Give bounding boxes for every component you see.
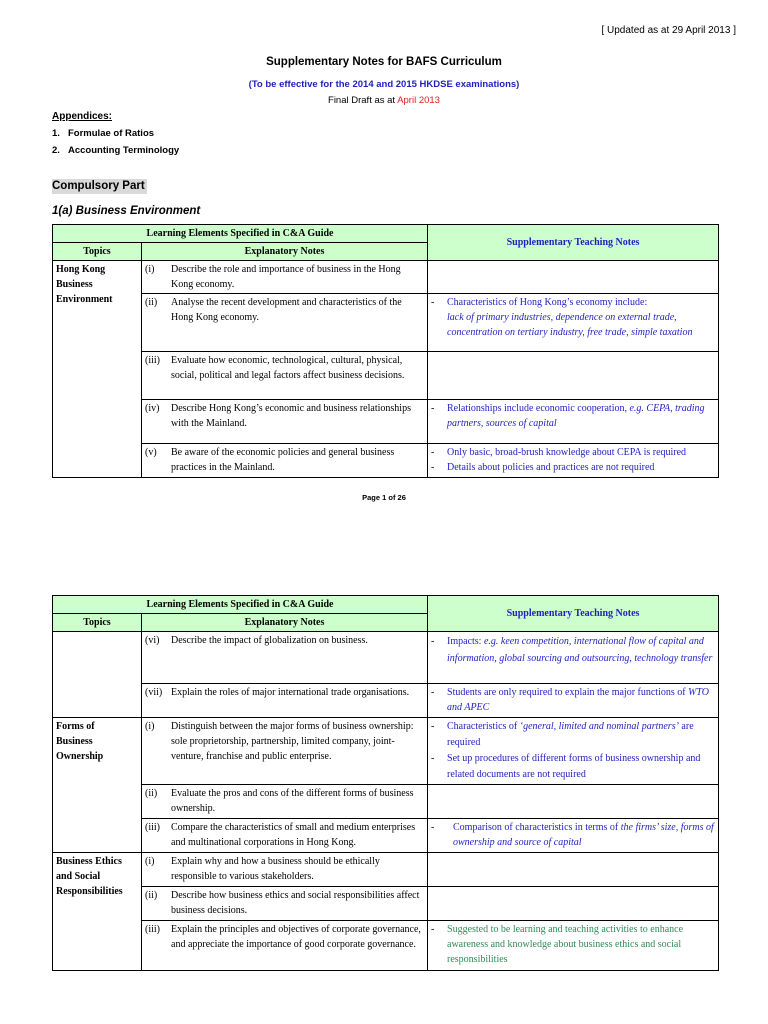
explanatory-cell [142, 261, 428, 294]
item-number: (iv) [145, 403, 160, 414]
header-explanatory-notes: Explanatory Notes [142, 614, 428, 632]
supplementary-cell: - Characteristics of Hong Kong’s economy include: lack of primary industries, dependence on external trade, concentration on tertiary industry, free trade, simple taxation [428, 294, 719, 352]
note-text: Characteristics of [447, 721, 520, 732]
explanatory-cell [142, 921, 428, 971]
section-title: 1(a) Business Environment [52, 205, 201, 217]
appendices-heading: Appendices: [52, 111, 113, 122]
item-number: (i) [145, 856, 155, 867]
supplementary-cell [428, 352, 719, 400]
note-italic: WTO and APEC [447, 687, 710, 713]
item-number: (i) [145, 264, 155, 275]
explanatory-cell [142, 684, 428, 718]
item-number: (ii) [145, 890, 158, 901]
header-learning-elements: Learning Elements Specified in C&A Guide [53, 596, 428, 614]
item-text: Explain the principles and objectives of corporate governance, and appreciate the importance of good corporate governance. [171, 924, 421, 950]
document-title: Supplementary Notes for BAFS Curriculum [266, 56, 502, 68]
topic-cell [53, 718, 142, 853]
item-text: Be aware of the economic policies and general business practices in the Mainland. [171, 447, 395, 473]
item-number: (iii) [145, 924, 160, 935]
note-text: Details about policies and practices are not required [447, 462, 655, 473]
supplementary-cell: - Impacts: e.g. keen competition, international flow of capital and information, global sourcing and outsourcing, technology transfer [428, 632, 719, 684]
item-number: (iii) [145, 822, 160, 833]
item-number: (iii) [145, 355, 160, 366]
header-learning-elements: Learning Elements Specified in C&A Guide [53, 225, 428, 243]
supplementary-cell [428, 853, 719, 887]
note-italic: ‘general, limited and nominal partners’ [519, 721, 679, 732]
header-topics: Topics [53, 614, 142, 632]
item-number: (i) [145, 721, 155, 732]
topic-line: Environment [56, 294, 113, 305]
supplementary-cell: - Characteristics of ‘general, limited and nominal partners’ are required - Set up procedures of different forms of business ownership and related documents are not required [428, 718, 719, 785]
explanatory-cell [142, 785, 428, 819]
draft-date: April 2013 [397, 95, 440, 106]
explanatory-cell [142, 819, 428, 853]
item-text: Distinguish between the major forms of business ownership: sole proprietorship, partnership, limited company, joint-venture, franchise and public enterprise. [171, 721, 414, 762]
item-text: Explain why and how a business should be ethically responsible to various stakeholders. [171, 856, 380, 882]
explanatory-cell [142, 632, 428, 684]
note-text: Characteristics of Hong Kong’s economy include: [447, 297, 648, 308]
supplementary-cell: - Relationships include economic cooperation, e.g. CEPA, trading partners, sources of capital [428, 400, 719, 444]
header-supplementary-notes: Supplementary Teaching Notes [428, 596, 719, 632]
topic-line: Business Ethics [56, 856, 122, 867]
supplementary-cell: - Only basic, broad-brush knowledge about CEPA is required - Details about policies and practices are not required [428, 444, 719, 478]
draft-line [0, 95, 768, 106]
item-number: (v) [145, 447, 157, 458]
note-text: Suggested to be learning and teaching activities to enhance awareness and knowledge about business ethics and social responsibilities [447, 924, 684, 965]
compulsory-part-heading: Compulsory Part [52, 180, 145, 192]
topic-cell-empty [53, 632, 142, 718]
header-supplementary-notes: Supplementary Teaching Notes [428, 225, 719, 261]
updated-date: [ Updated as at 29 April 2013 ] [601, 25, 736, 36]
item-text: Evaluate the pros and cons of the different forms of business ownership. [171, 788, 414, 814]
item-text: Explain the roles of major international trade organisations. [171, 687, 410, 698]
explanatory-cell [142, 294, 428, 352]
note-text: Relationships include economic cooperation, [447, 403, 630, 414]
page-number: Page 1 of 26 [362, 493, 406, 502]
draft-prefix: Final Draft as at [328, 95, 398, 106]
topic-line: Ownership [56, 751, 104, 762]
appendix-number: 2. [52, 145, 60, 156]
topic-cell [53, 853, 142, 971]
appendix-number: 1. [52, 128, 60, 139]
item-number: (vii) [145, 687, 163, 698]
appendix-label: Formulae of Ratios [68, 128, 155, 139]
note-text: Only basic, broad-brush knowledge about CEPA is required [447, 447, 687, 458]
header-topics: Topics [53, 243, 142, 261]
note-italic: the firms’ size, forms of ownership and source of capital [453, 822, 714, 848]
item-text: Evaluate how economic, technological, cultural, physical, social, political and legal factors affect business decisions. [171, 355, 405, 381]
appendix-label: Accounting Terminology [68, 145, 180, 156]
explanatory-cell [142, 853, 428, 887]
item-number: (vi) [145, 635, 160, 646]
item-text: Describe the role and importance of business in the Hong Kong economy. [171, 264, 401, 290]
item-text: Compare the characteristics of small and medium enterprises and multinational corporations in Hong Kong. [171, 822, 416, 848]
topic-line: and Social [56, 871, 101, 882]
note-text: are required [447, 721, 694, 748]
supplementary-cell [428, 261, 719, 294]
supplementary-cell: - Suggested to be learning and teaching activities to enhance awareness and knowledge about business ethics and social responsibilities [428, 921, 719, 971]
supplementary-cell: - Comparison of characteristics in terms of the firms’ size, forms of ownership and source of capital [428, 819, 719, 853]
explanatory-cell [142, 887, 428, 921]
explanatory-cell [142, 444, 428, 478]
learning-elements-table-1 [52, 224, 719, 478]
explanatory-cell [142, 400, 428, 444]
header-explanatory-notes: Explanatory Notes [142, 243, 428, 261]
topic-line: Hong Kong [56, 264, 106, 275]
note-text: Set up procedures of different forms of business ownership and related documents are not required [447, 753, 701, 780]
explanatory-cell [142, 718, 428, 785]
note-italic: lack of primary industries, dependence on external trade, concentration on tertiary industry, free trade, simple taxation [447, 312, 693, 338]
supplementary-cell [428, 887, 719, 921]
note-text: Students are only required to explain the major functions of [447, 687, 689, 698]
supplementary-cell: - Students are only required to explain the major functions of WTO and APEC [428, 684, 719, 718]
appendix-item [52, 128, 154, 139]
supplementary-cell [428, 785, 719, 819]
item-text: Describe how business ethics and social responsibilities affect business decisions. [171, 890, 420, 916]
note-italic: e.g. CEPA, trading partners, sources of capital [447, 403, 705, 429]
document-subtitle: (To be effective for the 2014 and 2015 HKDSE examinations) [248, 79, 520, 90]
topic-line: Business [56, 279, 93, 290]
note-italic: e.g. keen competition, international flow of capital and information, global sourcing and outsourcing, technology transfer [447, 636, 713, 664]
appendix-item [52, 145, 179, 156]
item-number: (ii) [145, 297, 158, 308]
item-text: Describe the impact of globalization on business. [171, 635, 368, 646]
note-text: Comparison of characteristics in terms of [453, 822, 621, 833]
topic-cell [53, 261, 142, 478]
item-text: Describe Hong Kong’s economic and business relationships with the Mainland. [171, 403, 411, 429]
topic-line: Responsibilities [56, 886, 123, 897]
explanatory-cell [142, 352, 428, 400]
item-text: Analyse the recent development and characteristics of the Hong Kong economy. [171, 297, 402, 323]
item-number: (ii) [145, 788, 158, 799]
note-text: Impacts: [447, 636, 484, 647]
topic-line: Business [56, 736, 93, 747]
learning-elements-table-2 [52, 595, 719, 971]
topic-line: Forms of [56, 721, 95, 732]
